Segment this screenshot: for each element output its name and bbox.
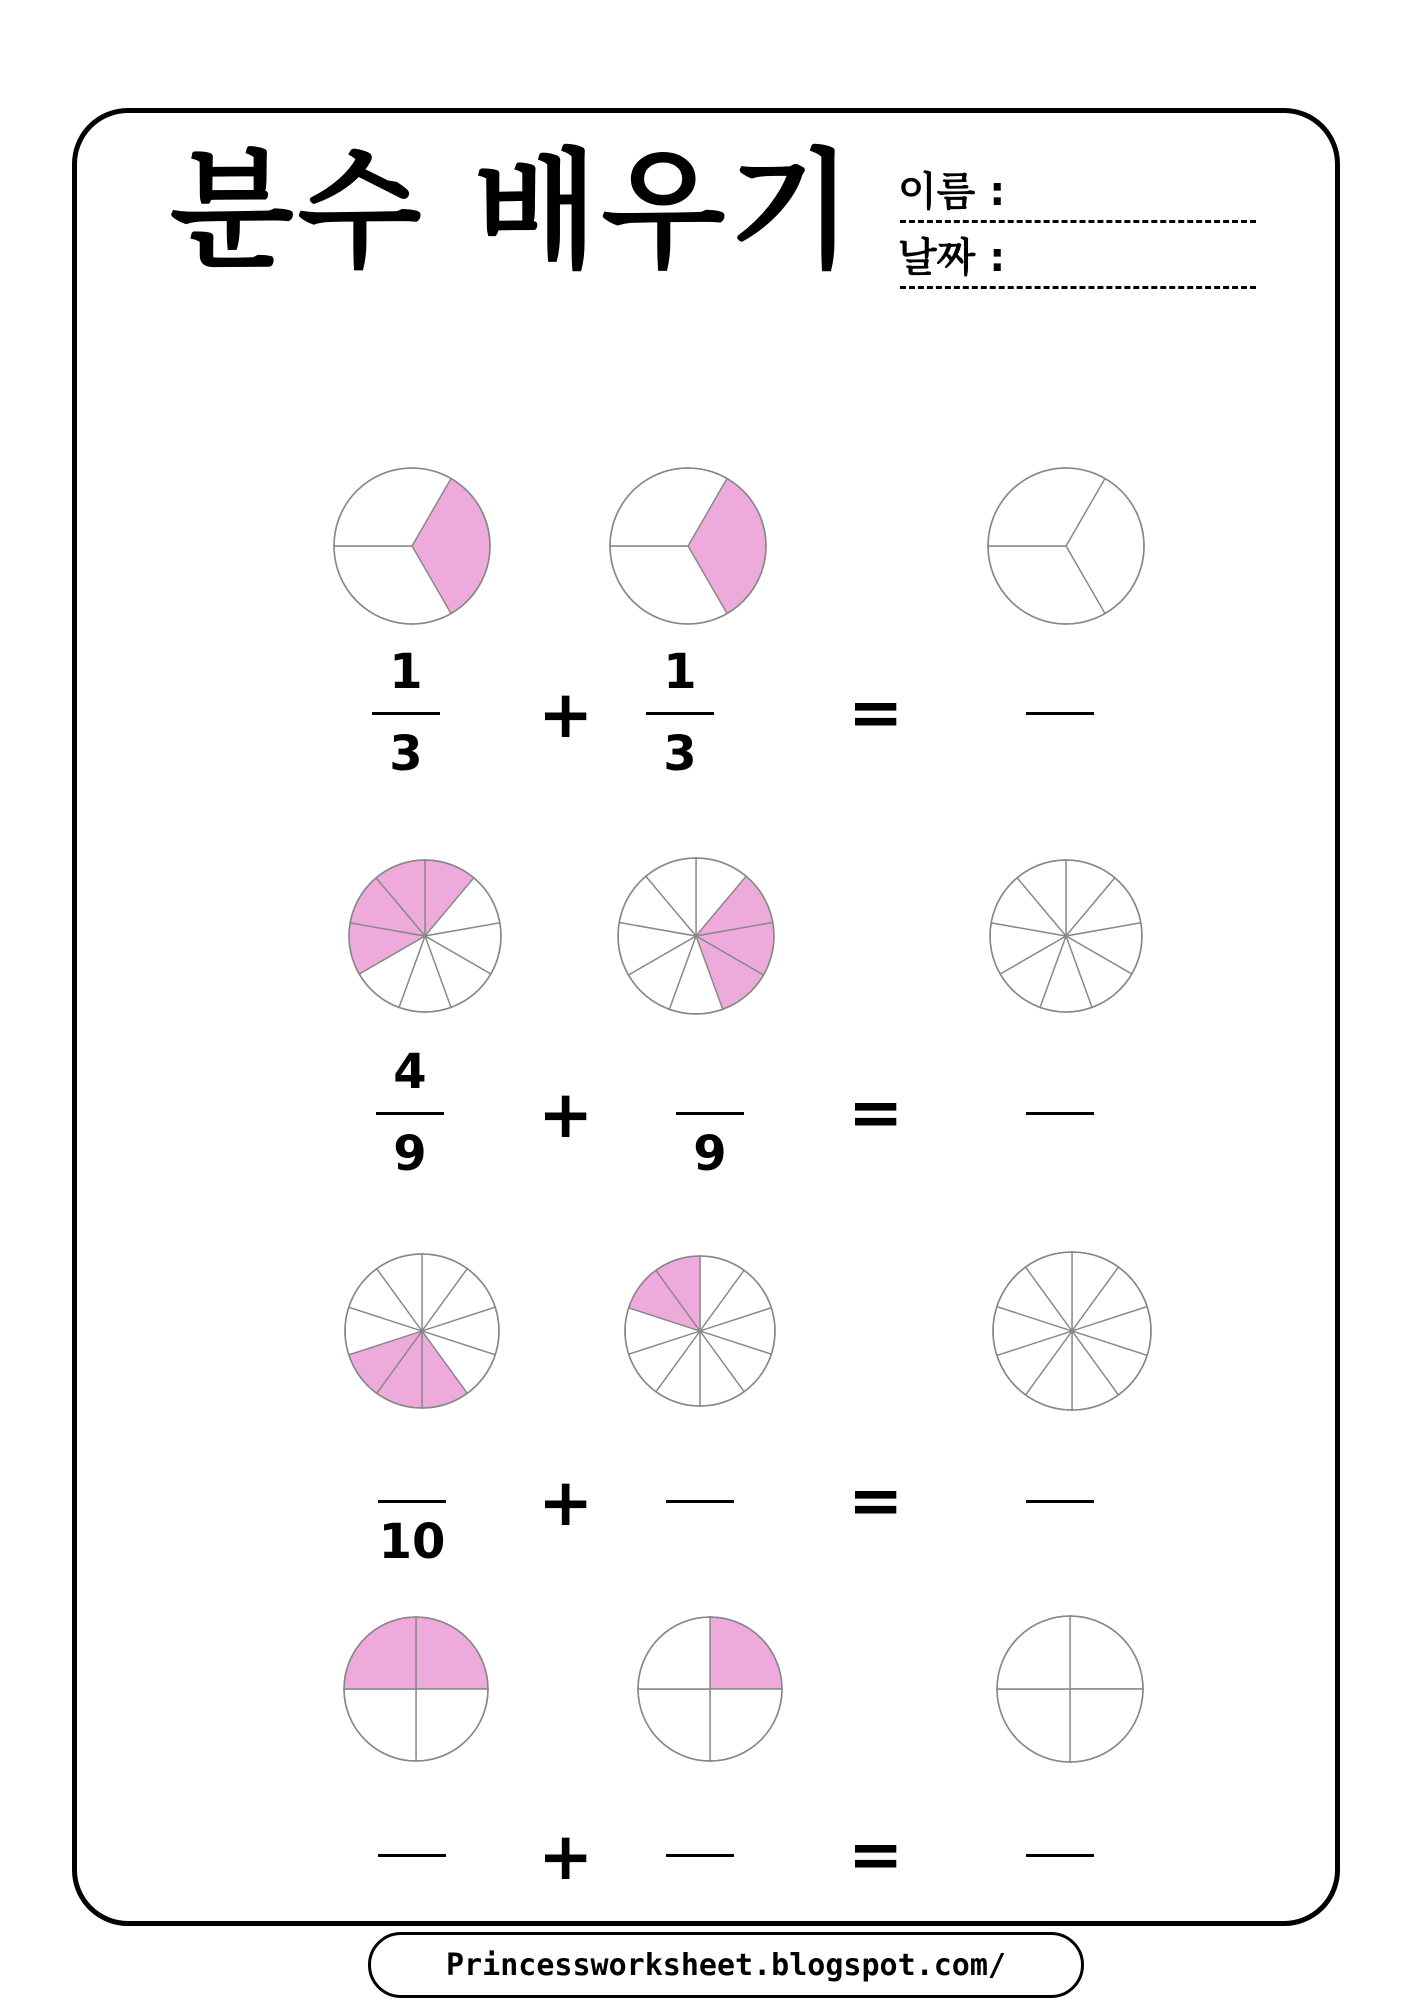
fraction-term[interactable]	[670, 1048, 750, 1188]
date-label: 날짜 :	[898, 235, 1006, 281]
plus-sign: +	[538, 1818, 594, 1895]
answer-fraction[interactable]	[1020, 1436, 1100, 1576]
denominator: 3	[389, 726, 423, 782]
fraction-term[interactable]	[660, 1790, 740, 1930]
numerator[interactable]	[660, 1436, 740, 1486]
fraction-term[interactable]	[660, 1436, 740, 1576]
fraction-bar	[666, 1854, 734, 1857]
denominator: 9	[693, 1126, 727, 1182]
denominator[interactable]	[1020, 1518, 1100, 1568]
fraction-wheel	[344, 1617, 488, 1761]
fraction-bar	[378, 1500, 446, 1503]
fraction-wheel	[993, 1252, 1151, 1410]
numerator[interactable]	[660, 1790, 740, 1840]
denominator: 10	[378, 1514, 446, 1570]
numerator[interactable]	[1020, 1436, 1100, 1486]
fraction-wheel	[345, 1254, 499, 1408]
name-label: 이름 :	[898, 169, 1006, 215]
numerator: 1	[663, 644, 697, 700]
plus-sign: +	[538, 676, 594, 753]
denominator[interactable]	[660, 1872, 740, 1922]
equals-sign: =	[848, 1462, 904, 1539]
numerator[interactable]	[372, 1436, 452, 1486]
wheel-slice	[638, 1689, 710, 1761]
fraction-bar	[372, 712, 440, 715]
wheel-slice	[997, 1689, 1070, 1762]
wheel-slice	[1070, 1689, 1143, 1762]
fraction-wheel	[610, 468, 766, 624]
wheel-slice	[1070, 1616, 1143, 1689]
denominator: 3	[663, 726, 697, 782]
footer-url: Princessworksheet.blogspot.com/	[368, 1932, 1084, 1998]
denominator[interactable]	[1020, 730, 1100, 780]
numerator[interactable]	[670, 1048, 750, 1098]
denominator[interactable]	[1020, 1130, 1100, 1180]
wheel-slice	[344, 1689, 416, 1761]
denominator: 9	[393, 1126, 427, 1182]
fraction-wheel	[625, 1256, 775, 1406]
numerator: 4	[393, 1044, 427, 1100]
denominator[interactable]	[660, 1518, 740, 1568]
worksheet-title: 분수 배우기	[170, 137, 857, 286]
denominator[interactable]	[372, 1872, 452, 1922]
answer-fraction[interactable]	[1020, 648, 1100, 788]
wheel-slice-shaded	[344, 1617, 416, 1689]
fraction-term[interactable]	[372, 1790, 452, 1930]
wheel-slice	[997, 1616, 1070, 1689]
plus-sign: +	[538, 1076, 594, 1153]
fraction-term	[370, 1044, 450, 1188]
wheel-slice	[416, 1689, 488, 1761]
numerator[interactable]	[1020, 1048, 1100, 1098]
numerator[interactable]	[1020, 648, 1100, 698]
equals-sign: =	[848, 1074, 904, 1151]
fraction-term	[366, 644, 446, 788]
fraction-term[interactable]	[372, 1436, 452, 1576]
fraction-bar	[676, 1112, 744, 1115]
equals-sign: =	[848, 674, 904, 751]
equals-sign: =	[848, 1816, 904, 1893]
fraction-wheel	[349, 860, 501, 1012]
denominator[interactable]	[1020, 1872, 1100, 1922]
fraction-bar	[1026, 712, 1094, 715]
numerator[interactable]	[372, 1790, 452, 1840]
fraction-wheel	[638, 1617, 782, 1761]
fraction-bar	[376, 1112, 444, 1115]
fraction-bar	[1026, 1500, 1094, 1503]
wheel-slice-shaded	[710, 1617, 782, 1689]
wheel-slice	[638, 1617, 710, 1689]
fraction-wheel	[334, 468, 490, 624]
numerator: 1	[389, 644, 423, 700]
fraction-wheel	[990, 860, 1142, 1012]
fraction-wheel	[997, 1616, 1143, 1762]
wheel-slice	[710, 1689, 782, 1761]
fraction-wheel	[988, 468, 1144, 624]
wheel-slice-shaded	[416, 1617, 488, 1689]
answer-fraction[interactable]	[1020, 1790, 1100, 1930]
fraction-term	[640, 644, 720, 788]
fraction-bar	[666, 1500, 734, 1503]
fraction-wheel	[618, 858, 774, 1014]
fraction-bar	[1026, 1854, 1094, 1857]
fraction-bar	[1026, 1112, 1094, 1115]
plus-sign: +	[538, 1464, 594, 1541]
numerator[interactable]	[1020, 1790, 1100, 1840]
fraction-bar	[646, 712, 714, 715]
answer-fraction[interactable]	[1020, 1048, 1100, 1188]
fraction-bar	[378, 1854, 446, 1857]
